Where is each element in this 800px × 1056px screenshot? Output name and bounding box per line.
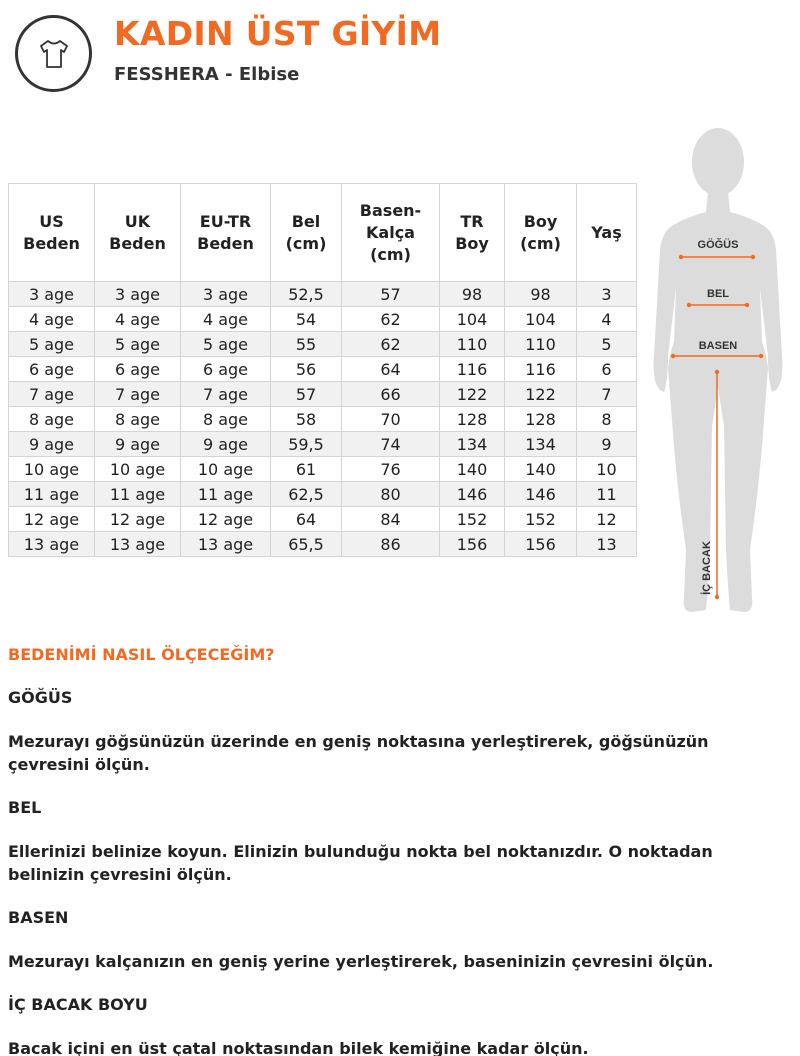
cell-height: 110 bbox=[505, 332, 577, 357]
cell-hips: 62 bbox=[342, 332, 440, 357]
cell-uk-size: 7 age bbox=[95, 382, 181, 407]
cell-waist: 57 bbox=[271, 382, 342, 407]
cell-us-size: 10 age bbox=[9, 457, 95, 482]
cell-tr-height: 146 bbox=[440, 482, 505, 507]
cell-us-size: 9 age bbox=[9, 432, 95, 457]
body-measurement-figure bbox=[640, 120, 800, 625]
inseam-measure-line bbox=[715, 370, 719, 599]
cell-us-size: 8 age bbox=[9, 407, 95, 432]
header-eu-tr-size: EU-TR Beden bbox=[181, 184, 271, 282]
logo-badge bbox=[15, 15, 92, 92]
cell-age: 11 bbox=[577, 482, 637, 507]
cell-hips: 86 bbox=[342, 532, 440, 557]
cell-hips: 74 bbox=[342, 432, 440, 457]
header-tr-height: TR Boy bbox=[440, 184, 505, 282]
cell-uk-size: 9 age bbox=[95, 432, 181, 457]
table-row bbox=[9, 432, 637, 457]
table-row bbox=[9, 482, 637, 507]
cell-eu-tr-size: 9 age bbox=[181, 432, 271, 457]
cell-tr-height: 122 bbox=[440, 382, 505, 407]
cell-tr-height: 134 bbox=[440, 432, 505, 457]
cell-age: 3 bbox=[577, 282, 637, 307]
tshirt-icon bbox=[37, 37, 71, 71]
cell-hips: 62 bbox=[342, 307, 440, 332]
cell-height: 152 bbox=[505, 507, 577, 532]
header-uk-size: UK Beden bbox=[95, 184, 181, 282]
cell-tr-height: 110 bbox=[440, 332, 505, 357]
guide-text-inseam: Bacak içini en üst çatal noktasından bilek kemiğine kadar ölçün. bbox=[8, 1039, 589, 1056]
cell-uk-size: 6 age bbox=[95, 357, 181, 382]
table-row bbox=[9, 532, 637, 557]
cell-us-size: 12 age bbox=[9, 507, 95, 532]
header-hips: Basen- Kalça (cm) bbox=[342, 184, 440, 282]
cell-uk-size: 11 age bbox=[95, 482, 181, 507]
cell-eu-tr-size: 11 age bbox=[181, 482, 271, 507]
cell-uk-size: 12 age bbox=[95, 507, 181, 532]
cell-height: 98 bbox=[505, 282, 577, 307]
cell-eu-tr-size: 7 age bbox=[181, 382, 271, 407]
guide-text-waist: Ellerinizi belinize koyun. Elinizin bulunduğu nokta bel noktanızdır. O noktadan belinizin çevresini ölçün. bbox=[8, 842, 713, 884]
cell-tr-height: 128 bbox=[440, 407, 505, 432]
cell-uk-size: 13 age bbox=[95, 532, 181, 557]
body-silhouette bbox=[654, 128, 783, 612]
table-row bbox=[9, 407, 637, 432]
size-table bbox=[8, 183, 637, 557]
table-row bbox=[9, 382, 637, 407]
cell-age: 4 bbox=[577, 307, 637, 332]
cell-hips: 70 bbox=[342, 407, 440, 432]
cell-tr-height: 156 bbox=[440, 532, 505, 557]
cell-uk-size: 10 age bbox=[95, 457, 181, 482]
cell-waist: 59,5 bbox=[271, 432, 342, 457]
cell-hips: 57 bbox=[342, 282, 440, 307]
table-row bbox=[9, 282, 637, 307]
cell-uk-size: 8 age bbox=[95, 407, 181, 432]
cell-eu-tr-size: 12 age bbox=[181, 507, 271, 532]
cell-hips: 84 bbox=[342, 507, 440, 532]
cell-height: 116 bbox=[505, 357, 577, 382]
cell-uk-size: 5 age bbox=[95, 332, 181, 357]
cell-tr-height: 116 bbox=[440, 357, 505, 382]
bust-label: GÖĞÜS bbox=[697, 239, 739, 251]
cell-tr-height: 152 bbox=[440, 507, 505, 532]
cell-age: 7 bbox=[577, 382, 637, 407]
cell-waist: 58 bbox=[271, 407, 342, 432]
cell-eu-tr-size: 13 age bbox=[181, 532, 271, 557]
guide-text-bust: Mezurayı göğsünüzün üzerinde en geniş noktasına yerleştirerek, göğsünüzün çevresini ölçün. bbox=[8, 732, 709, 774]
inseam-label: İÇ BACAK bbox=[701, 541, 713, 595]
cell-age: 9 bbox=[577, 432, 637, 457]
cell-us-size: 11 age bbox=[9, 482, 95, 507]
table-row bbox=[9, 307, 637, 332]
cell-us-size: 6 age bbox=[9, 357, 95, 382]
cell-tr-height: 98 bbox=[440, 282, 505, 307]
cell-height: 104 bbox=[505, 307, 577, 332]
page-title: KADIN ÜST GİYİM bbox=[114, 14, 442, 53]
cell-height: 140 bbox=[505, 457, 577, 482]
guide-question: BEDENİMİ NASIL ÖLÇECEĞİM? bbox=[8, 645, 275, 664]
cell-eu-tr-size: 5 age bbox=[181, 332, 271, 357]
cell-waist: 56 bbox=[271, 357, 342, 382]
cell-waist: 65,5 bbox=[271, 532, 342, 557]
guide-text-hips: Mezurayı kalçanızın en geniş yerine yerleştirerek, baseninizin çevresini ölçün. bbox=[8, 952, 714, 971]
cell-us-size: 5 age bbox=[9, 332, 95, 357]
cell-tr-height: 104 bbox=[440, 307, 505, 332]
hips-label: BASEN bbox=[698, 340, 738, 352]
cell-height: 122 bbox=[505, 382, 577, 407]
table-row bbox=[9, 507, 637, 532]
cell-hips: 76 bbox=[342, 457, 440, 482]
cell-waist: 64 bbox=[271, 507, 342, 532]
cell-eu-tr-size: 3 age bbox=[181, 282, 271, 307]
table-row bbox=[9, 332, 637, 357]
cell-age: 5 bbox=[577, 332, 637, 357]
cell-hips: 80 bbox=[342, 482, 440, 507]
cell-age: 6 bbox=[577, 357, 637, 382]
guide-heading-waist: BEL bbox=[8, 798, 42, 817]
cell-age: 8 bbox=[577, 407, 637, 432]
guide-heading-inseam: İÇ BACAK BOYU bbox=[8, 995, 148, 1014]
cell-eu-tr-size: 4 age bbox=[181, 307, 271, 332]
header-height: Boy (cm) bbox=[505, 184, 577, 282]
cell-us-size: 13 age bbox=[9, 532, 95, 557]
header-us-size: US Beden bbox=[9, 184, 95, 282]
cell-eu-tr-size: 6 age bbox=[181, 357, 271, 382]
table-row bbox=[9, 457, 637, 482]
guide-heading-bust: GÖĞÜS bbox=[8, 688, 73, 707]
page-subtitle: FESSHERA - Elbise bbox=[114, 64, 300, 85]
cell-hips: 66 bbox=[342, 382, 440, 407]
table-body bbox=[9, 282, 637, 557]
cell-waist: 62,5 bbox=[271, 482, 342, 507]
table-row bbox=[9, 357, 637, 382]
cell-height: 134 bbox=[505, 432, 577, 457]
cell-waist: 54 bbox=[271, 307, 342, 332]
cell-height: 128 bbox=[505, 407, 577, 432]
measuring-guide bbox=[8, 644, 792, 1056]
cell-waist: 52,5 bbox=[271, 282, 342, 307]
header-age: Yaş bbox=[577, 184, 637, 282]
cell-waist: 55 bbox=[271, 332, 342, 357]
table-header-row bbox=[9, 184, 637, 282]
cell-hips: 64 bbox=[342, 357, 440, 382]
cell-height: 146 bbox=[505, 482, 577, 507]
header-waist: Bel (cm) bbox=[271, 184, 342, 282]
cell-eu-tr-size: 8 age bbox=[181, 407, 271, 432]
cell-uk-size: 4 age bbox=[95, 307, 181, 332]
cell-eu-tr-size: 10 age bbox=[181, 457, 271, 482]
cell-age: 12 bbox=[577, 507, 637, 532]
cell-us-size: 7 age bbox=[9, 382, 95, 407]
waist-label: BEL bbox=[707, 288, 729, 300]
cell-uk-size: 3 age bbox=[95, 282, 181, 307]
cell-us-size: 4 age bbox=[9, 307, 95, 332]
cell-tr-height: 140 bbox=[440, 457, 505, 482]
guide-heading-hips: BASEN bbox=[8, 908, 69, 927]
cell-us-size: 3 age bbox=[9, 282, 95, 307]
cell-height: 156 bbox=[505, 532, 577, 557]
cell-waist: 61 bbox=[271, 457, 342, 482]
cell-age: 13 bbox=[577, 532, 637, 557]
cell-age: 10 bbox=[577, 457, 637, 482]
